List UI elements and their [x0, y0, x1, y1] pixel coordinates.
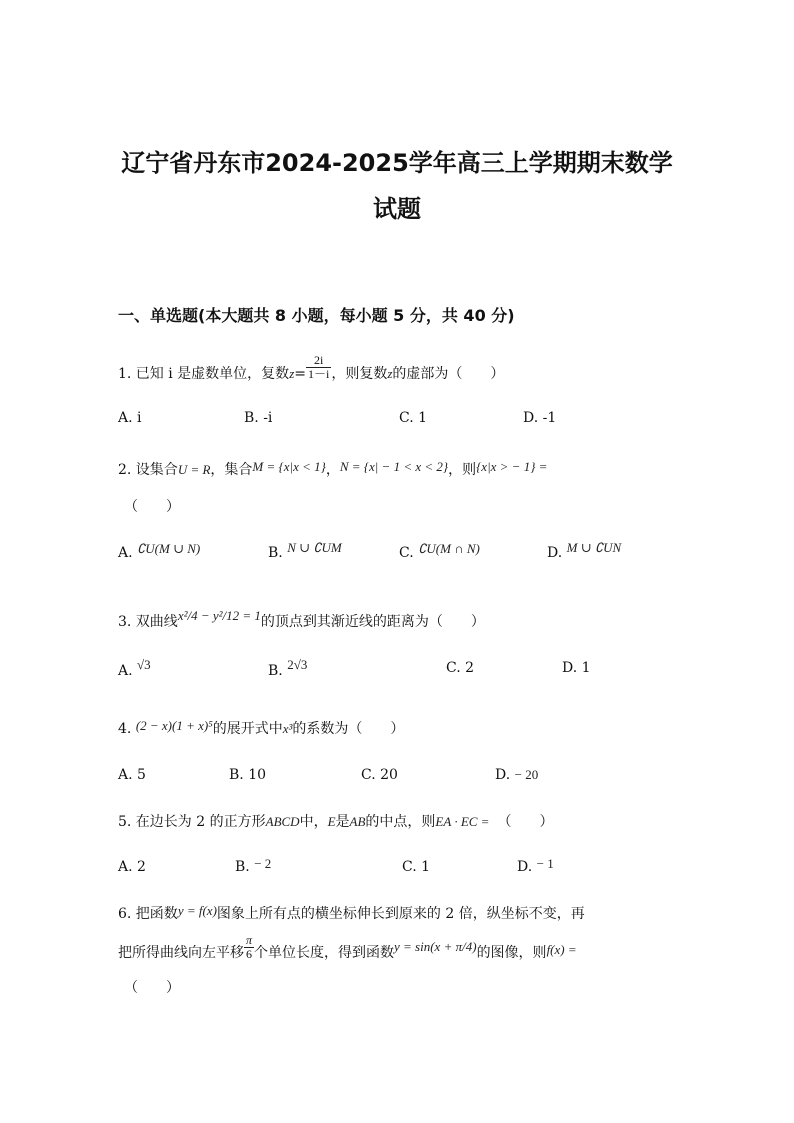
q2-option-c-expr: ∁U(M ∩ N) [418, 541, 480, 556]
q2-option-a-expr: ∁U(M ∪ N) [137, 541, 201, 556]
q4-option-c[interactable]: C. 20 [361, 767, 398, 783]
q6-fx: y = f(x) [177, 903, 217, 918]
q5-option-a[interactable]: A. 2 [118, 859, 146, 875]
q4-mid: 的展开式中 [212, 721, 283, 737]
q5-text4: 的中点，则 [365, 814, 436, 830]
q4-expr: (2 − x)(1 + x)⁵ [135, 718, 213, 733]
q4-option-a[interactable]: A. 5 [118, 767, 146, 783]
q2-option-c[interactable] [399, 541, 480, 561]
q1-option-d[interactable]: D. -1 [523, 410, 557, 426]
q1-option-a[interactable]: A. i [118, 410, 142, 426]
q1-z2: z [387, 366, 393, 381]
q6-f-eq: f(x) = [546, 942, 577, 957]
q4-option-d-value: − 20 [514, 767, 539, 782]
q5-vector-expr: EA · EC = [435, 814, 490, 829]
q5-text1: 5. 在边长为 2 的正方形 [118, 814, 266, 830]
q5-option-d-value: − 1 [536, 856, 554, 871]
page-title [0, 148, 794, 224]
q6-shift-fraction [244, 934, 254, 961]
q5-option-b-value: − 2 [254, 856, 272, 871]
q1-z: z [289, 366, 295, 381]
q6-paren: （ ） [124, 980, 180, 996]
q2-option-b-expr: N ∪ ∁UM [287, 540, 342, 555]
q6-line2-suffix: 的图像，则 [476, 945, 547, 961]
q1-mid: ，则复数 [331, 366, 388, 382]
q5-option-b[interactable] [235, 856, 272, 875]
q2-set-m: M = {x|x < 1} [252, 459, 326, 474]
q5-option-b-label: B. [235, 859, 250, 875]
question-5 [118, 811, 553, 831]
q3-hyperbola-expr: x²/4 − y²/12 = 1 [177, 608, 261, 623]
q6-shift-num: π [246, 932, 253, 947]
question-3 [118, 608, 485, 631]
q5-ab: AB [349, 814, 366, 829]
q2-set-n: N = {x| − 1 < x < 2} [339, 459, 449, 474]
q4-x3: x³ [282, 721, 293, 736]
q4-option-b[interactable]: B. 10 [229, 767, 267, 783]
q3-option-b-expr: 2√3 [287, 657, 308, 672]
q2-prefix: 2. 设集合 [118, 462, 178, 478]
q5-paren: （ ） [497, 814, 554, 830]
q1-prefix: 1. 已知 i 是虚数单位，复数 [118, 366, 290, 382]
q5-option-d-label: D. [517, 859, 533, 875]
question-2 [118, 459, 547, 479]
q3-option-b-label: B. [268, 663, 283, 679]
q2-option-d-expr: M ∪ ∁UN [566, 540, 622, 555]
q1-option-b[interactable]: B. -i [244, 410, 273, 426]
q1-eq: = [294, 366, 306, 382]
q6-line2-prefix: 把所得曲线向左平移 [118, 945, 244, 961]
q3-option-b[interactable] [268, 657, 308, 679]
question-6-line-2 [118, 932, 577, 962]
q2-paren: （ ） [124, 499, 180, 515]
q4-prefix: 4. [118, 721, 132, 737]
q3-option-c[interactable]: C. 2 [446, 660, 475, 676]
title-line-2: 试题 [373, 195, 421, 223]
q2-mid1: ，集合 [210, 462, 253, 478]
q5-option-c[interactable]: C. 1 [402, 859, 431, 875]
q2-option-d[interactable] [547, 540, 622, 561]
q5-text3: 是 [335, 814, 350, 830]
q2-comma: ， [325, 462, 340, 478]
q3-option-d[interactable]: D. 1 [562, 660, 591, 676]
q1-suffix: 的虚部为（ ） [392, 366, 505, 382]
q3-option-a-label: A. [118, 663, 133, 679]
q3-option-a-expr: √3 [137, 657, 151, 672]
question-1 [118, 352, 505, 383]
question-6-line-1 [118, 903, 585, 923]
q2-option-b-label: B. [268, 545, 283, 561]
q3-prefix: 3. 双曲线 [118, 614, 178, 630]
question-4 [118, 718, 404, 738]
q1-option-c[interactable]: C. 1 [399, 410, 428, 426]
q5-option-d[interactable] [517, 856, 554, 875]
q6-line2-mid: 个单位长度，得到函数 [254, 945, 395, 961]
q6-line1-suffix: 图象上所有点的横坐标伸长到原来的 2 倍，纵坐标不变，再 [216, 906, 585, 922]
q6-shift-den: 6 [246, 946, 252, 961]
q1-frac-den: 1－i [307, 366, 330, 381]
q6-line1-prefix: 6. 把函数 [118, 906, 178, 922]
q2-target-set: {x|x > − 1} = [476, 459, 548, 474]
q6-sin-expr: y = sin(x + π/4) [394, 939, 477, 954]
q2-option-a-label: A. [118, 545, 133, 561]
title-line-1: 辽宁省丹东市2024-2025学年高三上学期期末数学 [121, 149, 673, 177]
q5-text2: 中， [299, 814, 328, 830]
q3-suffix: 的顶点到其渐近线的距离为（ ） [260, 614, 485, 630]
q2-option-c-label: C. [399, 545, 414, 561]
q1-fraction [306, 354, 331, 381]
q4-option-d-label: D. [495, 767, 511, 783]
section-heading: 一、单选题(本大题共 8 小题，每小题 5 分，共 40 分) [118, 306, 515, 325]
q2-option-a[interactable] [118, 541, 201, 561]
q5-abcd: ABCD [265, 814, 300, 829]
q4-option-d[interactable] [495, 767, 538, 783]
q5-e: E [327, 814, 336, 829]
q1-frac-num: 2i [306, 354, 331, 368]
q2-mid2: ，则 [448, 462, 477, 478]
q3-option-a[interactable] [118, 657, 151, 679]
q2-option-b[interactable] [268, 540, 342, 561]
q2-option-d-label: D. [547, 545, 563, 561]
q2-universal-set: U = R [177, 462, 211, 477]
q4-suffix: 的系数为（ ） [292, 721, 405, 737]
